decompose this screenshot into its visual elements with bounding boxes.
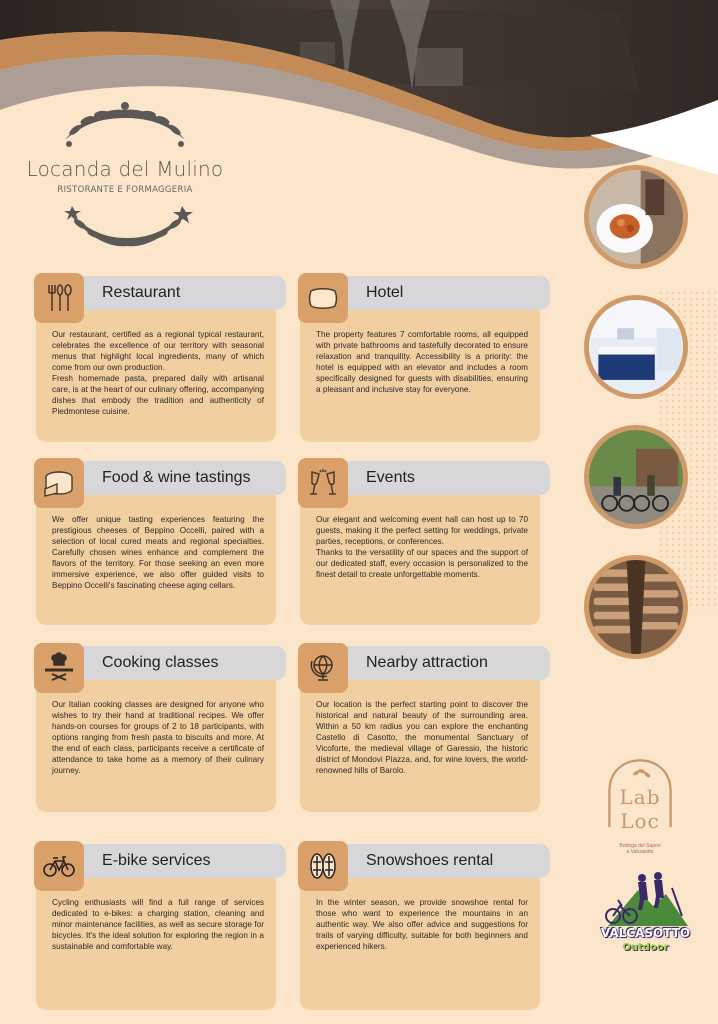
globe-icon bbox=[298, 643, 348, 693]
valcasotto-name: VALCASOTTO bbox=[600, 926, 691, 940]
card-text: Cycling enthusiasts will find a full range of services dedicated to e-bikes: a charging station, cleaning and minor maintenance facilities, as well as secure storage for bicycles. It's the ideal solution for exploring the region in a sustainable and comfortable way. bbox=[52, 898, 264, 951]
photo-pasta-dish bbox=[584, 165, 688, 269]
card-text: Our elegant and welcoming event hall can host up to 70 guests, making it the perfect setting for weddings, private parties, receptions, or conferences. Thanks to the versatility of our spaces and the support of our dedicated staff, every occasion is personalized to the finest detail to create unforgettable moments. bbox=[316, 515, 528, 579]
brand-name: Locanda del Mulino bbox=[26, 157, 224, 181]
card-text: In the winter season, we provide snowshoe rental for those who want to experience the mountains in an authentic way. We also offer advice and suggestions for trails of varying difficulty, suitable for both beginners and experienced hikers. bbox=[316, 898, 528, 951]
card-title: E-bike services bbox=[102, 852, 211, 869]
brand-logo bbox=[0, 95, 250, 265]
card-title: Events bbox=[366, 469, 415, 486]
card-header bbox=[314, 276, 550, 310]
photo-cheese-cellar bbox=[584, 555, 688, 659]
card-text: The property features 7 comfortable rooms, all equipped with private bathrooms and tastefully decorated to ensure relaxation and tranquility. Accessibility is a priority: the hotel is equipped with an elevator and includes a room specifically designed for guests with disabilities, ensuring a pleasant and inclusive stay for everyone. bbox=[316, 330, 528, 394]
labloc-line1: Lab bbox=[619, 785, 661, 809]
card-header bbox=[50, 461, 286, 495]
cutlery-icon bbox=[34, 273, 84, 323]
snowshoes-icon bbox=[298, 841, 348, 891]
card-snowshoes-rental bbox=[300, 852, 540, 1010]
brand-subtitle: RISTORANTE E FORMAGGERIA bbox=[57, 185, 193, 195]
glasses-icon bbox=[298, 458, 348, 508]
labloc-logo bbox=[600, 755, 680, 855]
cheese-icon bbox=[34, 458, 84, 508]
laurel-top-icon bbox=[55, 100, 195, 155]
card-restaurant bbox=[36, 284, 276, 442]
laurel-bottom-icon bbox=[60, 200, 195, 255]
card-title: Nearby attraction bbox=[366, 654, 488, 671]
card-title: Snowshoes rental bbox=[366, 852, 494, 869]
card-nearby-attraction bbox=[300, 654, 540, 812]
hikers-icon bbox=[598, 868, 693, 928]
card-text: Our Italian cooking classes are designed for anyone who wishes to try their hand at traditional recipes. We offer hands-on courses for groups of 2 to 18 participants, with options ranging from fresh pasta to biscuits and more. At the end of each class, participants receive a certificate of attendance to take home as a memory of their culinary journey. bbox=[52, 700, 264, 775]
card-title: Hotel bbox=[366, 284, 404, 301]
bicycle-icon bbox=[34, 841, 84, 891]
photo-hotel-room bbox=[584, 295, 688, 399]
card-title: Cooking classes bbox=[102, 654, 219, 671]
labloc-tagline1: Bottega dei Sapori bbox=[619, 843, 661, 849]
chef-icon bbox=[34, 643, 84, 693]
card-header bbox=[314, 646, 550, 680]
card-header bbox=[314, 844, 550, 878]
card-food-wine bbox=[36, 469, 276, 625]
card-text: We offer unique tasting experiences featuring the prestigious cheeses of Beppino Occelli, paired with a selection of local cured meats and regional specialties. Carefully chosen wines enhance and complement the flavors of the territory. For those seeking an even more immersive experience, we also offer guided visits to Beppino Occelli's fascinating cheese aging cellars. bbox=[52, 515, 264, 590]
valcasotto-logo bbox=[598, 868, 693, 963]
valcasotto-sub: Outdoor bbox=[622, 942, 669, 953]
card-text: Our location is the perfect starting point to discover the historical and natural beauty of the surrounding area. Within a 50 km radius you can explore the enchanting Castello di Casotto, the monumental Sanctuary of Vicoforte, the medieval village of Garessio, the historic district of Mondovi Piazza, and, for wine lovers, the world-renowned hills of Barolo. bbox=[316, 700, 528, 775]
pillow-icon bbox=[298, 273, 348, 323]
card-ebike-services bbox=[36, 852, 276, 1010]
card-title: Food & wine tastings bbox=[102, 469, 251, 486]
card-header bbox=[314, 461, 550, 495]
card-title: Restaurant bbox=[102, 284, 181, 301]
labloc-tagline2: a Valcasotto bbox=[626, 849, 654, 855]
card-header bbox=[50, 276, 286, 310]
card-header bbox=[50, 844, 286, 878]
card-cooking-classes bbox=[36, 654, 276, 812]
card-events bbox=[300, 469, 540, 625]
labloc-line2: Loc bbox=[620, 809, 660, 833]
photo-ebike-riders bbox=[584, 425, 688, 529]
card-text: Our restaurant, certified as a regional typical restaurant, celebrates the excellence of our territory with seasonal menus that highlight local ingredients, many of which come from our own production. Fresh homemade pasta, prepared daily with artisanal care, is at the heart of our culinary offering, accompanying dishes that embody the tradition and authenticity of Piedmontese cuisine. bbox=[52, 330, 264, 416]
card-hotel bbox=[300, 284, 540, 442]
card-header bbox=[50, 646, 286, 680]
